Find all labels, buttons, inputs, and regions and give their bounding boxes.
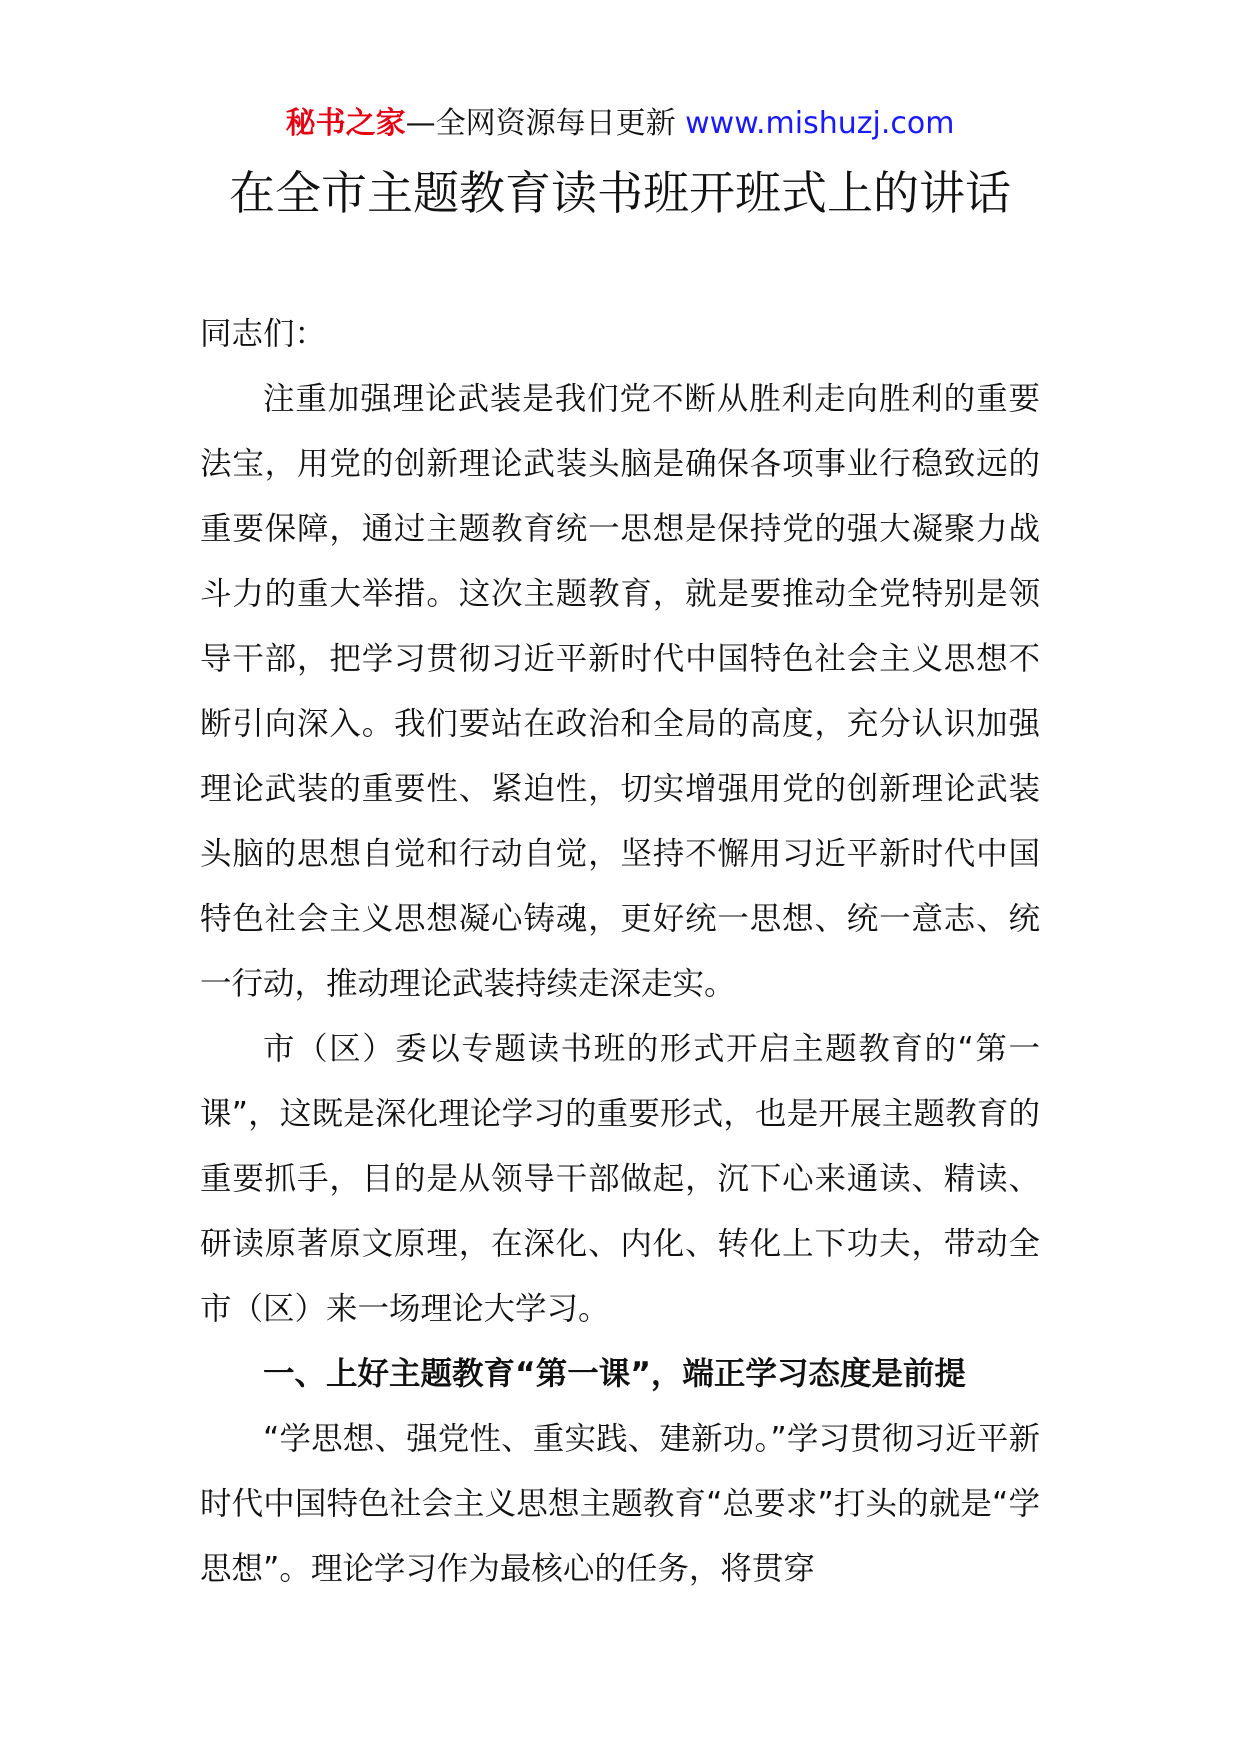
site-url-link[interactable]: www.mishuzj.com [685, 106, 955, 141]
site-brand: 秘书之家 [285, 106, 406, 141]
paragraph-2: 市（区）委以专题读书班的形式开启主题教育的“第一课”，这既是深化理论学习的重要形式，也是开展主题教育的重要抓手，目的是从领导干部做起，沉下心来通读、精读、研读原著原文原理，在深化、内化、转化上下功夫，带动全市（区）来一场理论大学习。 [200, 1031, 1040, 1327]
document-title: 在全市主题教育读书班开班式上的讲话 [229, 166, 1011, 220]
section-paragraph-1: “学思想、强党性、重实践、建新功。”学习贯彻习近平新时代中国特色社会主义思想主题教育“总要求”打头的就是“学思想”。理论学习作为最核心的任务，将贯穿 [200, 1421, 1040, 1587]
site-header [0, 100, 1240, 148]
section-heading-1: 一、上好主题教育“第一课”，端正学习态度是前提 [263, 1356, 966, 1392]
document-body [200, 228, 1040, 1602]
paragraph-1: 注重加强理论武装是我们党不断从胜利走向胜利的重要法宝，用党的创新理论武装头脑是确保各项事业行稳致远的重要保障，通过主题教育统一思想是保持党的强大凝聚力战斗力的重大举措。这次主题教育，就是要推动全党特别是领导干部，把学习贯彻习近平新时代中国特色社会主义思想不断引向深入。我们要站在政治和全局的高度，充分认识加强理论武装的重要性、紧迫性，切实增强用党的创新理论武装头脑的思想自觉和行动自觉，坚持不懈用习近平新时代中国特色社会主义思想凝心铸魂，更好统一思想、统一意志、统一行动，推动理论武装持续走深走实。 [200, 381, 1040, 1002]
site-slogan: —全网资源每日更新 [405, 106, 686, 141]
salutation: 同志们： [200, 316, 327, 352]
